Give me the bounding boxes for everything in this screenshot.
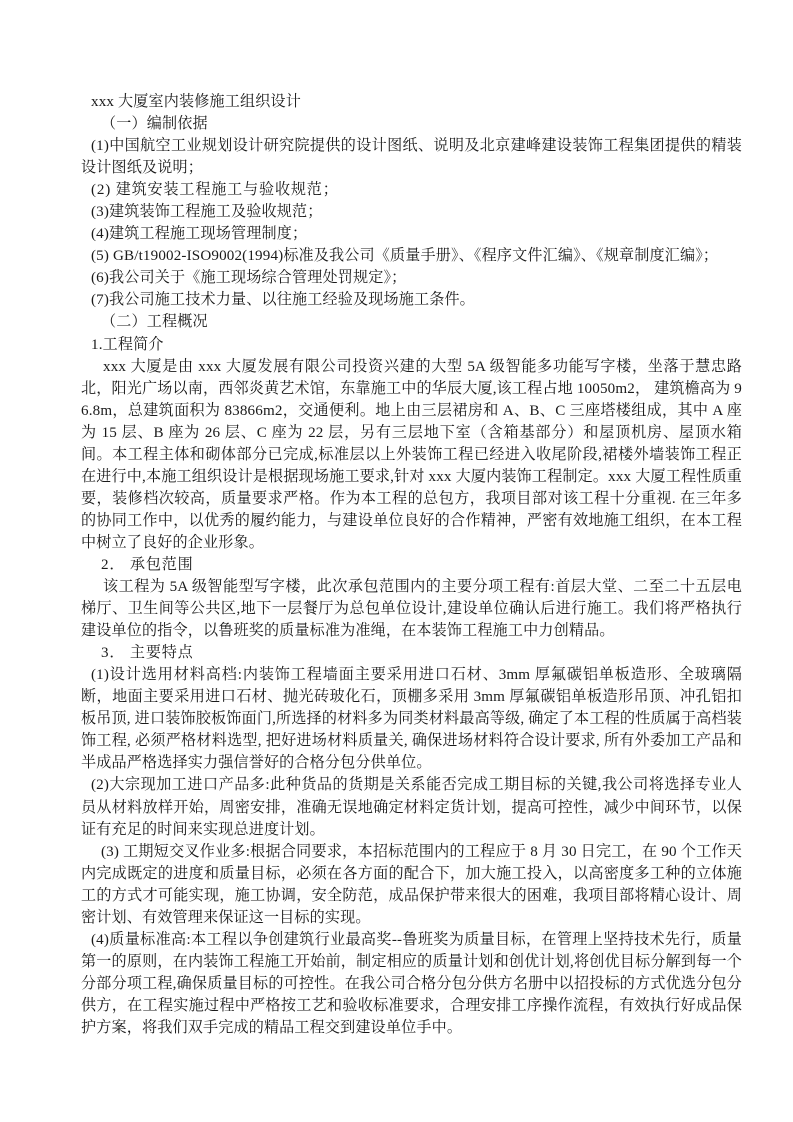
subheading-main-features: 3． 主要特点 (101, 645, 194, 662)
list-item-basis-7: (7)我公司施工技术力量、以往施工经验及现场施工条件。 (91, 292, 475, 309)
subheading-contract-scope: 2． 承包范围 (101, 556, 194, 573)
list-item-basis-5: (5) GB/t19002-ISO9002(1994)标准及我公司《质量手册》、《程序文件汇编》、《规章制度汇编》； (91, 248, 719, 265)
document-body (81, 91, 742, 1039)
section-heading-compilation-basis: （一）编制依据 (101, 116, 208, 133)
section-heading-project-overview: （二）工程概况 (101, 314, 208, 331)
document-title: xxx 大厦室内装修施工组织设计 (91, 94, 301, 110)
subheading-project-introduction: 1.工程简介 (91, 336, 164, 353)
paragraph-feature-high-grade-materials: (1)设计选用材料高档:内装饰工程墙面主要采用进口石材、3mm 厚氟碳铝单板造形、全玻璃隔断，地面主要采用进口石材、抛光砖玻化石，顶棚多采用 3mm 厚氟碳铝单板造形吊顶、冲孔铝扣板吊顶, 进口装饰胶板饰面门,所选择的材料多为同类材料最高等级, 确定了本工程的性质属于高档装饰工程, 必须严格材料选型, 把好进场材料质量关, 确保进场材料符合设计要求, 所有外委加工产品和半成品严格选择实力强信誉好的合格分包分供单位。 (81, 667, 742, 772)
list-item-basis-6: (6)我公司关于《施工现场综合管理处罚规定》； (91, 270, 407, 287)
paragraph-feature-imported-products: (2)大宗现加工进口产品多:此种货品的货期是关系能否完成工期目标的关键,我公司将选择专业人员从材料放样开始，周密安排，准确无误地确定材料定货计划，提高可控性，减少中间环节，以保证有充足的时间来实现总进度计划。 (81, 777, 742, 838)
list-item-basis-2: (2) 建筑安装工程施工与验收规范； (91, 182, 339, 199)
list-item-basis-3: (3)建筑装饰工程施工及验收规范； (91, 204, 323, 221)
list-item-basis-4: (4)建筑工程施工现场管理制度； (91, 226, 308, 243)
list-item-basis-1: (1)中国航空工业规划设计研究院提供的设计图纸、说明及北京建峰建设装饰工程集团提供的精装设计图纸及说明； (81, 138, 742, 177)
paragraph-feature-short-schedule: (3) 工期短交叉作业多:根据合同要求，本招标范围内的工程应于 8 月 30 日完工，在 90 个工作天内完成既定的进度和质量目标，必须在各方面的配合下，加大施工投入，以高密度多工种的立体施工的方式才可能实现，施工协调，安全防范，成品保护带来很大的困难，我项目部将精心设计、周密计划、有效管理来保证这一目标的实现。 (81, 843, 742, 926)
paragraph-feature-quality-standard: (4)质量标准高:本工程以争创建筑行业最高奖--鲁班奖为质量目标，在管理上坚持技术先行，质量第一的原则，在内装饰工程施工开始前，制定相应的质量计划和创优计划,将创优目标分解到每一个分部分项工程,确保质量目标的可控性。在我公司合格分包分供方名册中以招投标的方式优选分包分供方，在工程实施过程中严格按工艺和验收标准要求，合理安排工序操作流程，有效执行好成品保护方案，将我们双手完成的精品工程交到建设单位手中。 (81, 931, 742, 1036)
paragraph-project-introduction: xxx 大厦是由 xxx 大厦发展有限公司投资兴建的大型 5A 级智能多功能写字楼，坐落于慧忠路北，阳光广场以南，西邻炎黄艺术馆，东靠施工中的华辰大厦,该工程占地 10050m2， 建筑檐高为 96.8m，总建筑面积为 83866m2，交通便利。地上由三层裙房和 A、B、C 三座塔楼组成，其中 A 座为 15 层、B 座为 26 层、C 座为 22 层，另有三层地下室（含箱基部分）和屋顶机房、屋顶水箱间。本工程主体和砌体部分已完成,标准层以上外装饰工程已经进入收尾阶段,裙楼外墙装饰工程正在进行中,本施工组织设计是根据现场施工要求,针对 xxx 大厦内装饰工程制定。xxx 大厦工程性质重要，装修档次较高，质量要求严格。作为本工程的总包方，我项目部对该工程十分重视. 在三年多的协同工作中，以优秀的履约能力，与建设单位良好的合作精神，严密有效地施工组织，在本工程中树立了良好的企业形象。 (81, 358, 742, 551)
paragraph-contract-scope: 该工程为 5A 级智能型写字楼，此次承包范围内的主要分项工程有:首层大堂、二至二十五层电梯厅、卫生间等公共区,地下一层餐厅为总包单位设计,建设单位确认后进行施工。我们将严格执行建设单位的指令，以鲁班奖的质量标准为准绳，在本装饰工程施工中力创精品。 (81, 579, 742, 640)
